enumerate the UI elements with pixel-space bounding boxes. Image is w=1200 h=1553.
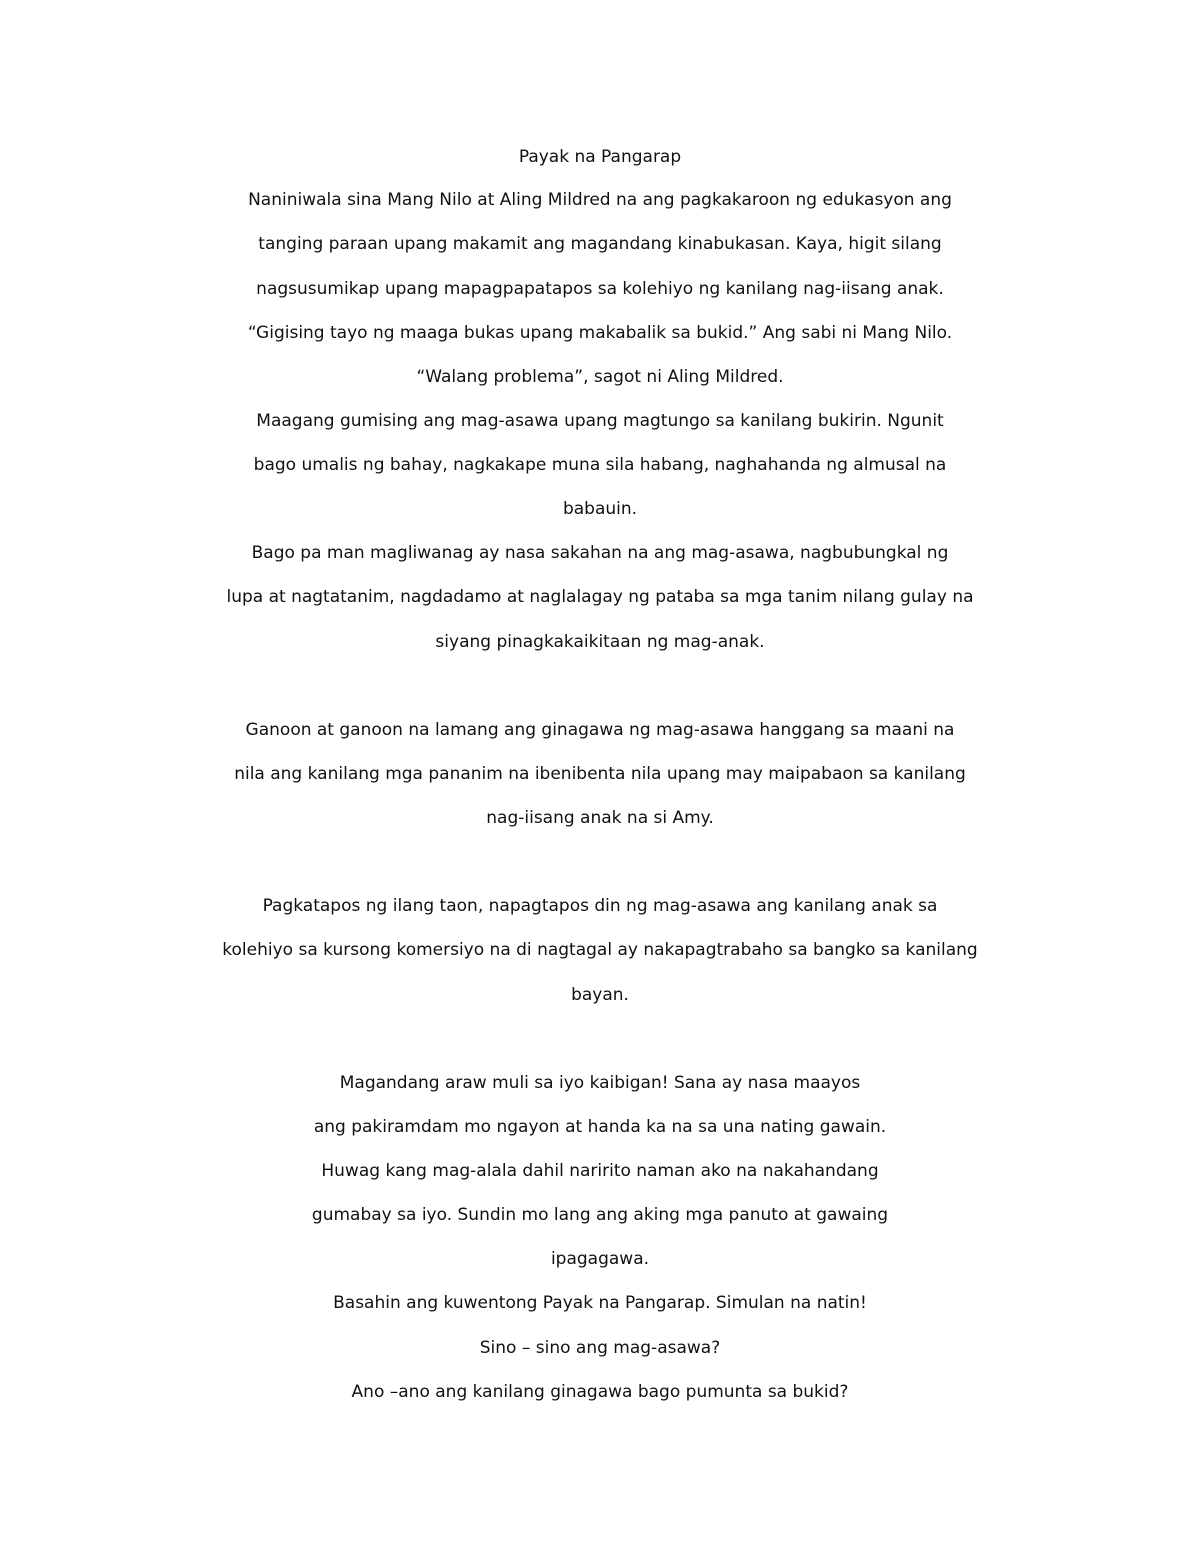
instruction-line: ang pakiramdam mo ngayon at handa ka na sa una nating gawain. (313, 1117, 887, 1137)
story-line: tanging paraan upang makamit ang magandang kinabukasan. Kaya, higit silang (258, 234, 942, 254)
story-line: bago umalis ng bahay, nagkakape muna sila habang, naghahanda ng almusal na (253, 455, 947, 475)
story-line: lupa at nagtatanim, nagdadamo at naglalagay ng pataba sa mga tanim nilang gulay na (226, 587, 974, 607)
instruction-line: Magandang araw muli sa iyo kaibigan! Sana ay nasa maayos (339, 1073, 861, 1093)
story-line: Maagang gumising ang mag-asawa upang magtungo sa kanilang bukirin. Ngunit (256, 411, 944, 431)
story-line: Pagkatapos ng ilang taon, napagtapos din ng mag-asawa ang kanilang anak sa (262, 896, 938, 916)
story-line: babauin. (562, 499, 638, 519)
story-line: “Walang problema”, sagot ni Aling Mildred. (416, 367, 784, 387)
story-line: Naniniwala sina Mang Nilo at Aling Mildred na ang pagkakaroon ng edukasyon ang (248, 190, 952, 210)
document-title: Payak na Pangarap (518, 147, 682, 167)
story-line: nila ang kanilang mga pananim na ibenibenta nila upang may maipabaon sa kanilang (234, 764, 966, 784)
story-line: bayan. (571, 985, 629, 1005)
story-line: kolehiyo sa kursong komersiyo na di nagtagal ay nakapagtrabaho sa bangko sa kanilang (222, 940, 978, 960)
question-line: Ano –ano ang kanilang ginagawa bago pumunta sa bukid? (351, 1382, 849, 1402)
instruction-line: Huwag kang mag-alala dahil naririto naman ako na nakahandang (321, 1161, 879, 1181)
story-line: Ganoon at ganoon na lamang ang ginagawa ng mag-asawa hanggang sa maani na (245, 720, 955, 740)
story-line: siyang pinagkakaikitaan ng mag-anak. (435, 632, 765, 652)
story-line: nagsusumikap upang mapagpapatapos sa kolehiyo ng kanilang nag-iisang anak. (256, 279, 944, 299)
story-line: Bago pa man magliwanag ay nasa sakahan na ang mag-asawa, nagbubungkal ng (251, 543, 949, 563)
question-line: Sino – sino ang mag-asawa? (479, 1338, 721, 1358)
instruction-line: gumabay sa iyo. Sundin mo lang ang aking mga panuto at gawaing (311, 1205, 889, 1225)
instruction-line: Basahin ang kuwentong Payak na Pangarap. Simulan na natin! (333, 1293, 867, 1313)
story-line: “Gigising tayo ng maaga bukas upang makabalik sa bukid.” Ang sabi ni Mang Nilo. (247, 323, 953, 343)
story-line: nag-iisang anak na si Amy. (486, 808, 714, 828)
instruction-line: ipagagawa. (550, 1249, 650, 1269)
